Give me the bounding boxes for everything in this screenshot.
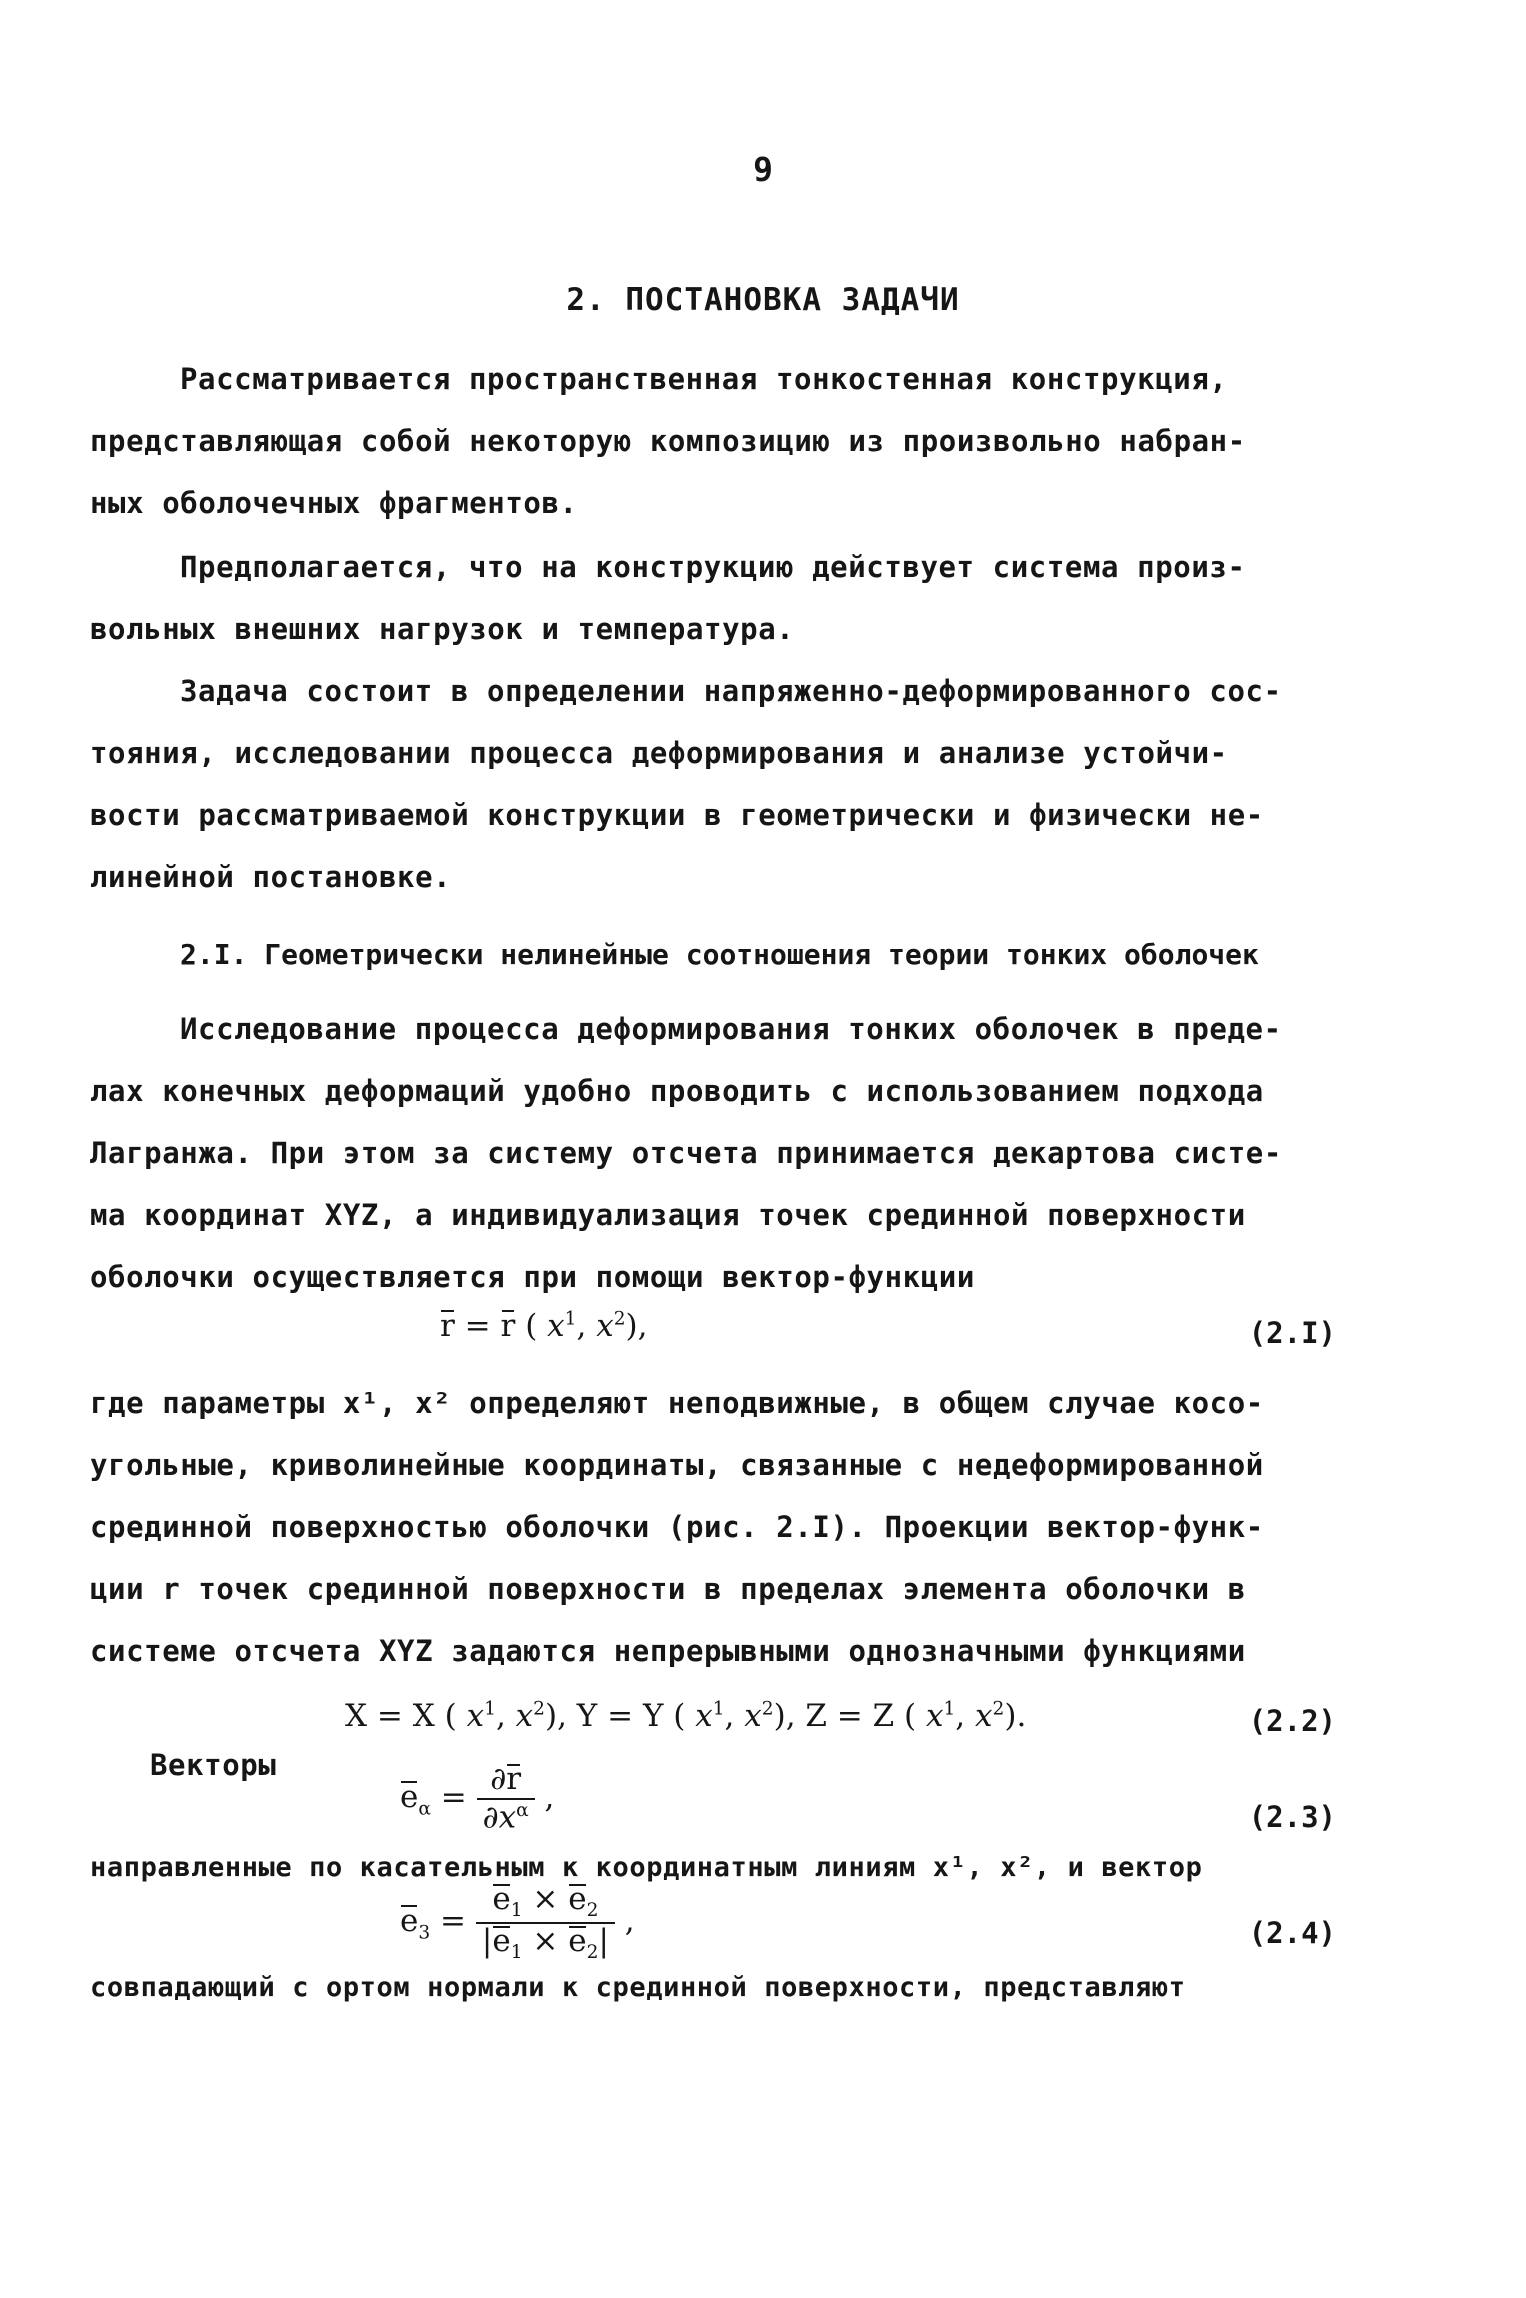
- paragraph-line: ных оболочечных фрагментов.: [90, 486, 578, 520]
- paragraph-line: ма координат XYZ, а индивидуализация точек срединной поверхности: [90, 1198, 1246, 1232]
- paragraph-line: Рассматривается пространственная тонкостенная конструкция,: [180, 362, 1228, 396]
- paragraph-line: Исследование процесса деформирования тонких оболочек в преде-: [180, 1012, 1282, 1046]
- equation-2-2: X = X ( $x^1$, $x^2$), Y = Y ( $x^1$, $x^2$), Z = Z ( $x^1$, $x^2$).: [345, 1698, 1027, 1734]
- section-title: 2. ПОСТАНОВКА ЗАДАЧИ: [566, 282, 960, 318]
- paragraph-line: оболочки осуществляется при помощи вектор-функции: [90, 1260, 975, 1294]
- paragraph-line: тояния, исследовании процесса деформирования и анализе устойчи-: [90, 736, 1228, 770]
- paragraph-line: представляющая собой некоторую композицию из произвольно набран-: [90, 424, 1246, 458]
- paragraph-line: системе отсчета XYZ задаются непрерывными однозначными функциями: [90, 1634, 1246, 1668]
- equation-2-3: $e_\alpha$ = $\frac{\partial r}{\partial x^\alpha}$ ,: [400, 1761, 555, 1835]
- equation-number: (2.3): [1248, 1800, 1336, 1834]
- equation-2-4: $e_3$ = $\frac{e_1 \times e_2}{|e_1 \times e_2|}$ ,: [400, 1881, 635, 1963]
- paragraph-line: совпадающий с ортом нормали к срединной поверхности, представляют: [90, 1972, 1186, 2003]
- paragraph-line: лах конечных деформаций удобно проводить с использованием подхода: [90, 1074, 1264, 1108]
- paragraph-line: вольных внешних нагрузок и температура.: [90, 612, 795, 646]
- paragraph-line: где параметры x¹, x² определяют неподвижные, в общем случае косо-: [90, 1386, 1264, 1420]
- paragraph-line: срединной поверхностью оболочки (рис. 2.I). Проекции вектор-функ-: [90, 1510, 1264, 1544]
- equation-number: (2.4): [1248, 1916, 1336, 1950]
- equation-2-1: r = r ( $x^1$, $x^2$),: [440, 1308, 648, 1344]
- equation-number: (2.I): [1248, 1316, 1336, 1350]
- paragraph-line: Предполагается, что на конструкцию действует система произ-: [180, 550, 1246, 584]
- paragraph-line: ции r точек срединной поверхности в пределах элемента оболочки в: [90, 1572, 1246, 1606]
- subsection-title: 2.I. Геометрически нелинейные соотношения теории тонких оболочек: [180, 938, 1259, 971]
- equation-number: (2.2): [1248, 1704, 1336, 1738]
- paragraph-line: угольные, криволинейные координаты, связанные с недеформированной: [90, 1448, 1264, 1482]
- paragraph-line: вости рассматриваемой конструкции в геометрически и физически не-: [90, 798, 1264, 832]
- vectors-label: Векторы: [150, 1748, 277, 1782]
- paragraph-line: направленные по касательным к координатным линиям x¹, x², и вектор: [90, 1852, 1203, 1883]
- paragraph-line: линейной постановке.: [90, 860, 452, 894]
- paragraph-line: Лагранжа. При этом за систему отсчета принимается декартова систе-: [90, 1136, 1282, 1170]
- paragraph-line: Задача состоит в определении напряженно-деформированного сос-: [180, 674, 1282, 708]
- page-number: 9: [753, 150, 773, 189]
